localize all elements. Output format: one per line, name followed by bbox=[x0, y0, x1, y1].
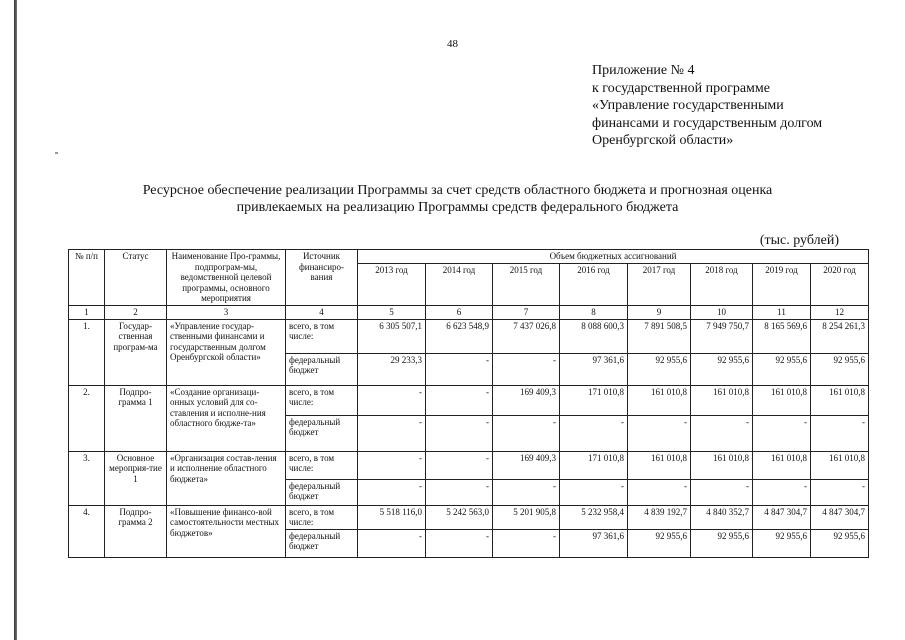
value-cell: 8 254 261,3 bbox=[811, 319, 869, 353]
appendix-line: к государственной программе bbox=[592, 80, 770, 96]
header-year: 2020 год bbox=[811, 263, 869, 305]
header-status: Статус bbox=[105, 250, 167, 306]
column-number: 1 bbox=[69, 305, 105, 319]
value-cell: 7 437 026,8 bbox=[493, 319, 560, 353]
title-line: привлекаемых на реализацию Программы средств федерального бюджета bbox=[236, 200, 679, 215]
value-cell: - bbox=[358, 385, 426, 415]
value-cell: - bbox=[426, 479, 493, 505]
page-number: 48 bbox=[447, 38, 458, 50]
value-cell: - bbox=[358, 529, 426, 557]
column-number: 7 bbox=[493, 305, 560, 319]
header-year: 2016 год bbox=[560, 263, 628, 305]
value-cell: - bbox=[358, 451, 426, 479]
value-cell: 97 361,6 bbox=[560, 353, 628, 385]
value-cell: 5 232 958,4 bbox=[560, 505, 628, 529]
row-source: федеральный бюджет bbox=[286, 353, 358, 385]
value-cell: 4 847 304,7 bbox=[811, 505, 869, 529]
appendix-line: «Управление государственными bbox=[592, 98, 784, 113]
column-number-row bbox=[69, 305, 869, 319]
column-number: 6 bbox=[426, 305, 493, 319]
header-year: 2015 год bbox=[493, 263, 560, 305]
value-cell: - bbox=[691, 479, 753, 505]
value-cell: - bbox=[753, 415, 811, 451]
value-cell: - bbox=[493, 415, 560, 451]
header-allocations: Объем бюджетных ассигнований bbox=[358, 250, 869, 264]
value-cell: 92 955,6 bbox=[628, 353, 691, 385]
row-status: Основное мероприя-тие 1 bbox=[105, 451, 167, 505]
value-cell: 97 361,6 bbox=[560, 529, 628, 557]
header-num: № п/п bbox=[69, 250, 105, 306]
row-status: Подпро-грамма 1 bbox=[105, 385, 167, 451]
value-cell: 92 955,6 bbox=[811, 529, 869, 557]
value-cell: - bbox=[493, 353, 560, 385]
units-label: (тыс. рублей) bbox=[759, 233, 839, 248]
value-cell: 161 010,8 bbox=[811, 385, 869, 415]
value-cell: 171 010,8 bbox=[560, 451, 628, 479]
row-name: «Управление государ-ственными финансами и государственным долгом Оренбургской области» bbox=[167, 319, 286, 385]
value-cell: 7 891 508,5 bbox=[628, 319, 691, 353]
row-status: Государ-ственная програм-ма bbox=[105, 319, 167, 385]
row-name: «Организация состав-ления и исполнение областного бюджета» bbox=[167, 451, 286, 505]
value-cell: 171 010,8 bbox=[560, 385, 628, 415]
column-number: 3 bbox=[167, 305, 286, 319]
row-source: всего, в том числе: bbox=[286, 319, 358, 353]
row-number: 1. bbox=[69, 319, 105, 385]
header-name: Наименование Про-граммы, подпрограм-мы, ведомственной целевой программы, основного мероприятия bbox=[167, 250, 286, 306]
row-name: «Создание организаци-онных условий для со-ставления и исполне-ния областного бюдже-та» bbox=[167, 385, 286, 451]
value-cell: 161 010,8 bbox=[691, 451, 753, 479]
header-year: 2013 год bbox=[358, 263, 426, 305]
value-cell: - bbox=[493, 529, 560, 557]
value-cell: 4 847 304,7 bbox=[753, 505, 811, 529]
value-cell: - bbox=[358, 415, 426, 451]
row-status: Подпро-грамма 2 bbox=[105, 505, 167, 557]
value-cell: 169 409,3 bbox=[493, 451, 560, 479]
value-cell: - bbox=[691, 415, 753, 451]
column-number: 2 bbox=[105, 305, 167, 319]
value-cell: - bbox=[358, 479, 426, 505]
page-edge bbox=[14, 0, 17, 640]
value-cell: - bbox=[628, 479, 691, 505]
column-number: 4 bbox=[286, 305, 358, 319]
value-cell: - bbox=[560, 479, 628, 505]
column-number: 10 bbox=[691, 305, 753, 319]
row-source: федеральный бюджет bbox=[286, 479, 358, 505]
value-cell: 6 305 507,1 bbox=[358, 319, 426, 353]
value-cell: 161 010,8 bbox=[753, 451, 811, 479]
value-cell: 5 201 905,8 bbox=[493, 505, 560, 529]
column-number: 9 bbox=[628, 305, 691, 319]
budget-table bbox=[68, 249, 869, 558]
header-year: 2019 год bbox=[753, 263, 811, 305]
table-body bbox=[69, 319, 869, 557]
value-cell: 8 165 569,6 bbox=[753, 319, 811, 353]
header-year: 2018 год bbox=[691, 263, 753, 305]
value-cell: - bbox=[426, 353, 493, 385]
value-cell: 169 409,3 bbox=[493, 385, 560, 415]
value-cell: 6 623 548,9 bbox=[426, 319, 493, 353]
appendix-line: Оренбургской области» bbox=[592, 133, 734, 148]
value-cell: - bbox=[426, 451, 493, 479]
row-number: 4. bbox=[69, 505, 105, 557]
column-number: 5 bbox=[358, 305, 426, 319]
scan-speck bbox=[55, 152, 58, 154]
value-cell: - bbox=[560, 415, 628, 451]
row-source: всего, в том числе: bbox=[286, 385, 358, 415]
column-number: 12 bbox=[811, 305, 869, 319]
value-cell: - bbox=[753, 479, 811, 505]
row-number: 3. bbox=[69, 451, 105, 505]
header-year: 2014 год bbox=[426, 263, 493, 305]
value-cell: 7 949 750,7 bbox=[691, 319, 753, 353]
value-cell: - bbox=[426, 529, 493, 557]
value-cell: - bbox=[426, 415, 493, 451]
row-source: федеральный бюджет bbox=[286, 415, 358, 451]
value-cell: 161 010,8 bbox=[753, 385, 811, 415]
table-row bbox=[69, 385, 869, 415]
table-row bbox=[69, 319, 869, 353]
value-cell: - bbox=[426, 385, 493, 415]
value-cell: 92 955,6 bbox=[691, 353, 753, 385]
value-cell: 8 088 600,3 bbox=[560, 319, 628, 353]
header-source: Источник финансиро-вания bbox=[286, 250, 358, 306]
value-cell: 92 955,6 bbox=[628, 529, 691, 557]
value-cell: - bbox=[811, 479, 869, 505]
appendix-block bbox=[592, 62, 892, 150]
value-cell: 4 840 352,7 bbox=[691, 505, 753, 529]
row-source: всего, в том числе: bbox=[286, 505, 358, 529]
column-number: 11 bbox=[753, 305, 811, 319]
row-name: «Повышение финансо-вой самостоятельности местных бюджетов» bbox=[167, 505, 286, 557]
value-cell: - bbox=[811, 415, 869, 451]
value-cell: 161 010,8 bbox=[691, 385, 753, 415]
value-cell: - bbox=[628, 415, 691, 451]
value-cell: - bbox=[493, 479, 560, 505]
value-cell: 161 010,8 bbox=[811, 451, 869, 479]
value-cell: 161 010,8 bbox=[628, 385, 691, 415]
table-row bbox=[69, 451, 869, 479]
value-cell: 4 839 192,7 bbox=[628, 505, 691, 529]
value-cell: 161 010,8 bbox=[628, 451, 691, 479]
value-cell: 92 955,6 bbox=[811, 353, 869, 385]
appendix-line: Приложение № 4 bbox=[592, 63, 695, 78]
document-title bbox=[60, 182, 855, 216]
header-year: 2017 год bbox=[628, 263, 691, 305]
row-source: федеральный бюджет bbox=[286, 529, 358, 557]
value-cell: 29 233,3 bbox=[358, 353, 426, 385]
row-number: 2. bbox=[69, 385, 105, 451]
column-number: 8 bbox=[560, 305, 628, 319]
value-cell: 5 518 116,0 bbox=[358, 505, 426, 529]
appendix-line: финансами и государственным долгом bbox=[592, 115, 823, 131]
value-cell: 92 955,6 bbox=[691, 529, 753, 557]
value-cell: 92 955,6 bbox=[753, 529, 811, 557]
table-row bbox=[69, 505, 869, 529]
value-cell: 92 955,6 bbox=[753, 353, 811, 385]
row-source: всего, в том числе: bbox=[286, 451, 358, 479]
value-cell: 5 242 563,0 bbox=[426, 505, 493, 529]
title-line: Ресурсное обеспечение реализации Программы за счет средств областного бюджета и прогнозная оценка bbox=[142, 183, 773, 198]
